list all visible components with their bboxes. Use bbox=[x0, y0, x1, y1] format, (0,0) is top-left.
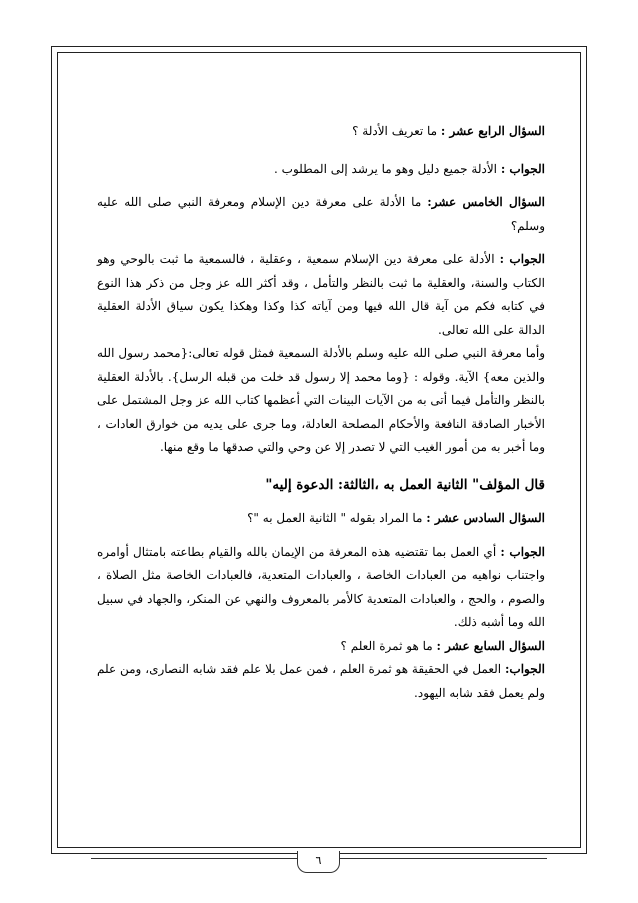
page-content bbox=[97, 120, 545, 705]
answer-16 bbox=[97, 541, 545, 635]
question-17-text: ما هو ثمرة العلم ؟ bbox=[340, 638, 437, 653]
answer-15-text: الأدلة على معرفة دين الإسلام سمعية ، وعقلية ، فالسمعية ما ثبت بالوحي وهو الكتاب والسنة، والعقلية ما ثبت بالنظر والتأمل ، وقد أكثر الله عز وجل من ذكر هذا النوع في كتابه فكم من آية قال الله فيها ومن آياته كذا وكذا وهكذا يكون سياق الأدلة العقلية الدالة على الله تعالى. bbox=[97, 252, 545, 337]
question-16-text: ما المراد بقوله " الثانية العمل به "؟ bbox=[247, 511, 427, 525]
question-14 bbox=[97, 120, 545, 144]
answer-15-label: الجواب : bbox=[499, 252, 545, 266]
question-14-text: ما تعريف الأدلة ؟ bbox=[352, 124, 441, 138]
question-15-text: ما الأدلة على معرفة دين الإسلام ومعرفة النبي صلى الله عليه وسلم؟ bbox=[97, 195, 545, 233]
footer-rule-left bbox=[91, 858, 297, 859]
question-15-label: السؤال الخامس عشر: bbox=[427, 195, 545, 209]
question-15 bbox=[97, 191, 545, 238]
answer-17 bbox=[97, 658, 545, 705]
answer-16-text: أي العمل بما تقتضيه هذه المعرفة من الإيمان بالله والقيام بطاعته بامتثال أوامره واجتناب نواهيه من العبادات الخاصة ، والعبادات المتعدية، فالعبادات الخاصة مثل الصلاة ، والصوم ، والحج ، والعبادات المتعدية كالأمر بالمعروف والنهي عن المنكر، والجهاد في سبيل الله وما أشبه ذلك. bbox=[97, 544, 545, 629]
answer-15 bbox=[97, 248, 545, 342]
page-number: ٦ bbox=[297, 851, 340, 873]
author-heading: قال المؤلف" الثانية العمل به ،الثالثة: الدعوة إليه" bbox=[265, 476, 545, 493]
question-14-label: السؤال الرابع عشر : bbox=[440, 124, 545, 138]
footer-rule-right bbox=[340, 858, 547, 859]
answer-17-label: الجواب: bbox=[505, 662, 545, 676]
answer-15-continued: وأما معرفة النبي صلى الله عليه وسلم بالأدلة السمعية فمثل قوله تعالى:{محمد رسول الله والذين معه} الآية. وقوله : {وما محمد إلا رسول قد خلت من قبله الرسل}. بالأدلة العقلية بالنظر والتأمل فيما أتى به من الآيات البينات التي أعظمها كتاب الله عز وجل المشتمل على الأخبار الصادقة النافعة والأحكام المصلحة العادلة، وما جرى على يديه من خوارق العادات ، وما أخبر به من أمور الغيب التي لا تصدر إلا عن وحي والتي صدقها ما وقع منها. bbox=[97, 346, 546, 454]
question-16 bbox=[97, 507, 545, 531]
answer-14-label: الجواب : bbox=[500, 161, 545, 176]
question-16-label: السؤال السادس عشر : bbox=[426, 511, 545, 525]
answer-14 bbox=[97, 158, 545, 182]
answer-14-text: الأدلة جميع دليل وهو ما يرشد إلى المطلوب . bbox=[274, 161, 501, 176]
question-17 bbox=[97, 635, 545, 659]
answer-17-text: العمل في الحقيقة هو ثمرة العلم ، فمن عمل بلا علم فقد شابه النصارى، ومن علم ولم يعمل فقد شابه اليهود. bbox=[97, 662, 545, 700]
answer-16-label: الجواب : bbox=[500, 544, 545, 559]
question-17-label: السؤال السابع عشر : bbox=[436, 638, 545, 653]
